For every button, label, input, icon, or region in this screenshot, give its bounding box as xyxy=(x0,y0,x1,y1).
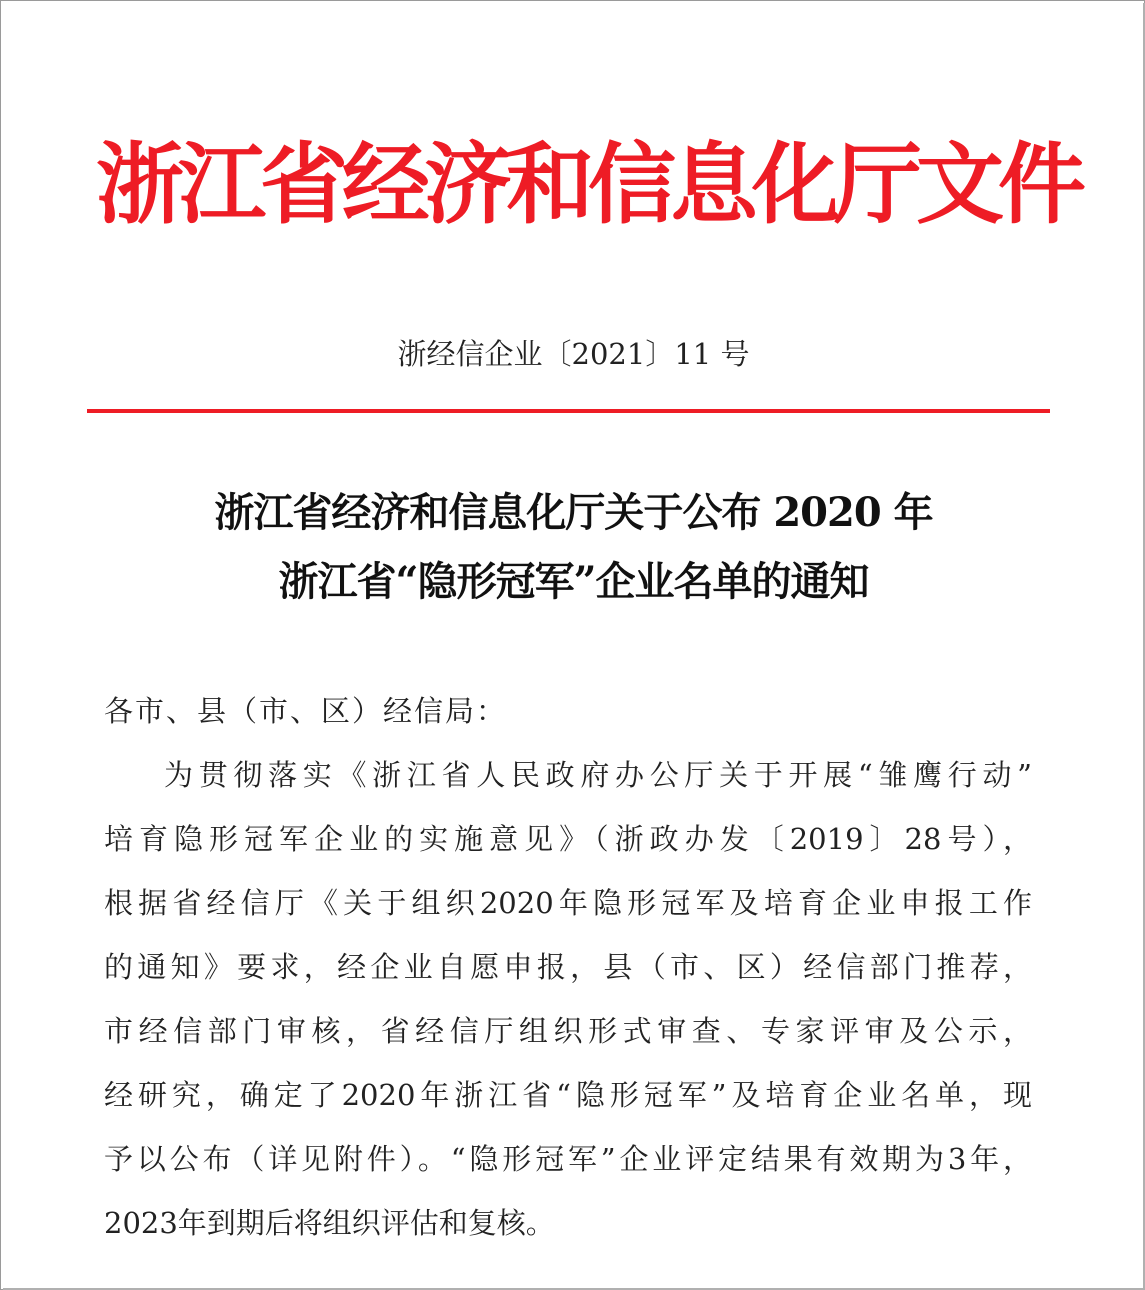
body-line-7: 予以公布（详见附件）。“隐形冠军”企业评定结果有效期为3年， xyxy=(104,1142,1032,1176)
body-line-2: 培育隐形冠军企业的实施意见》（浙政办发〔2019〕28号）， xyxy=(104,822,1032,856)
body-line-4: 的通知》要求，经企业自愿申报，县（市、区）经信部门推荐， xyxy=(104,950,1032,984)
document-number: 浙经信企业〔2021〕11 号 xyxy=(397,337,750,371)
body-line-6: 经研究，确定了2020年浙江省“隐形冠军”及培育企业名单，现 xyxy=(104,1078,1032,1112)
notice-title-line-2: 浙江省“隐形冠军”企业名单的通知 xyxy=(278,558,869,605)
issuing-authority-header: 浙江省经济和信息化厅文件 xyxy=(96,132,1081,236)
body-line-3: 根据省经信厅《关于组织2020年隐形冠军及培育企业申报工作 xyxy=(104,886,1032,920)
salutation: 各市、县（市、区）经信局： xyxy=(104,694,508,728)
body-line-8: 2023年到期后将组织评估和复核。 xyxy=(104,1206,555,1240)
body-line-1: 为贯彻落实《浙江省人民政府办公厅关于开展“雏鹰行动” xyxy=(164,758,1032,792)
notice-title-line-1: 浙江省经济和信息化厅关于公布 2020 年 xyxy=(214,489,933,536)
red-divider-line xyxy=(87,409,1050,413)
body-line-5: 市经信部门审核，省经信厅组织形式审查、专家评审及公示， xyxy=(104,1014,1032,1048)
